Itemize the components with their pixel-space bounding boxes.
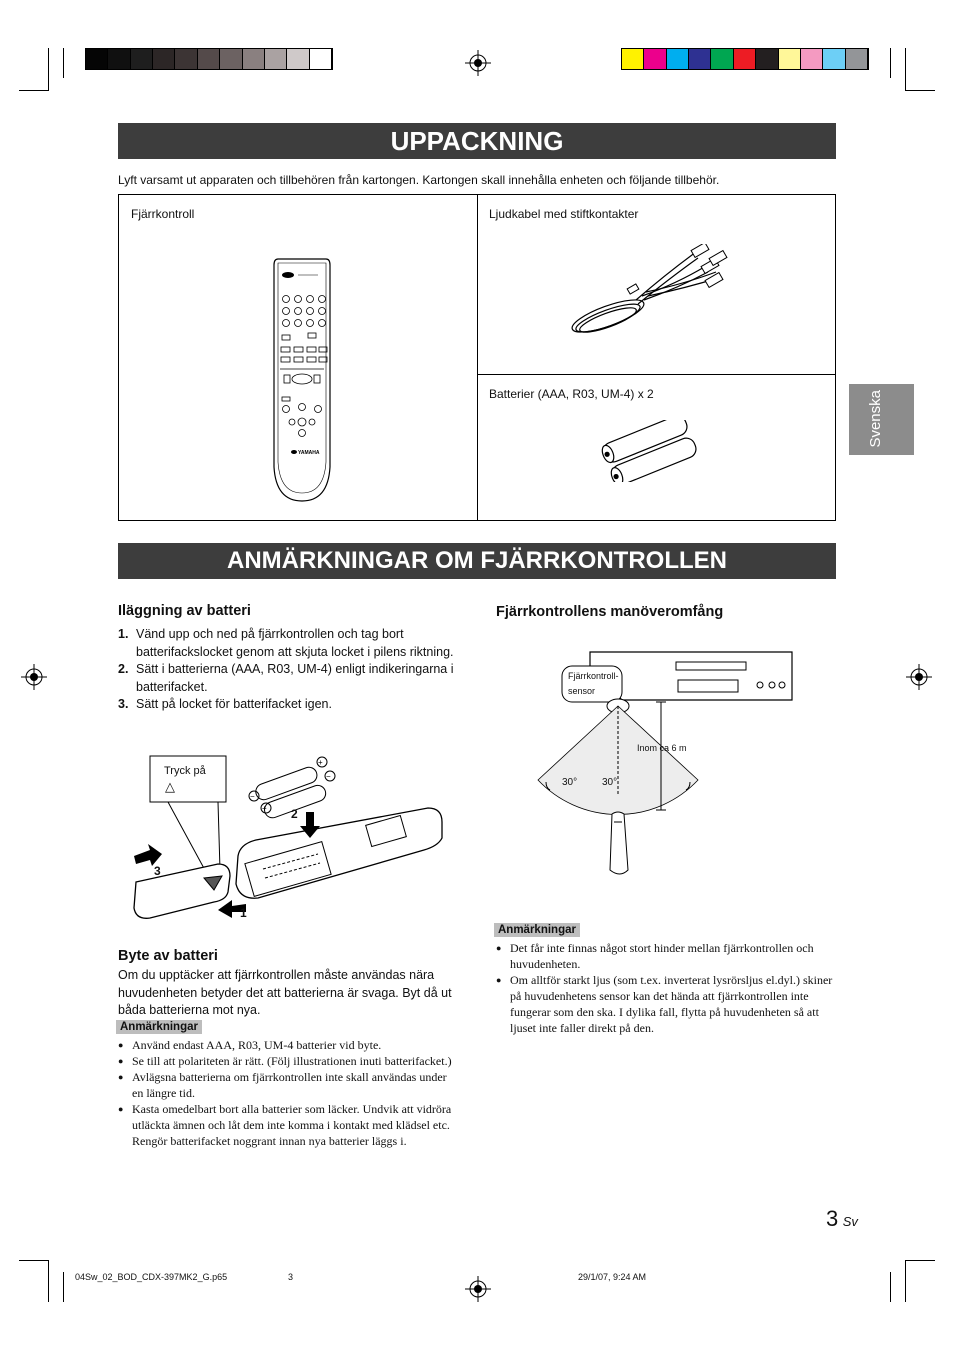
step-mark-2: 2 [291, 807, 298, 821]
crop-mark [890, 1272, 891, 1302]
note-item: ● Avlägsna batterierna om fjärrkontrollen inte skall användas under en längre tid. [118, 1069, 458, 1101]
footer-file: 04Sw_02_BOD_CDX-397MK2_G.p65 [75, 1272, 228, 1282]
section-title-uppackning: UPPACKNING [118, 123, 836, 159]
color-swatch [779, 49, 801, 69]
crop-mark [890, 48, 891, 78]
color-swatch [846, 49, 868, 69]
callout-triangle-icon: △ [165, 779, 175, 794]
replace-heading: Byte av batteri [118, 948, 218, 964]
color-swatch [801, 49, 823, 69]
install-heading: Iläggning av batteri [118, 603, 251, 619]
color-swatch [756, 49, 778, 69]
color-swatch [667, 49, 689, 69]
intro-text: Lyft varsamt ut apparaten och tillbehören från kartongen. Kartongen skall innehålla enheten och följande tillbehör. [118, 173, 720, 187]
color-swatch [153, 49, 175, 69]
registration-mark-icon [465, 1276, 491, 1302]
color-swatch [644, 49, 666, 69]
crop-mark [905, 1260, 906, 1302]
color-swatch [265, 49, 287, 69]
box-divider-h [477, 374, 835, 375]
crop-mark [19, 90, 49, 91]
step-mark-1: 1 [240, 906, 247, 920]
item-label-cable: Ljudkabel med stiftkontakter [489, 207, 639, 221]
sensor-label-line2: sensor [568, 686, 596, 696]
crop-mark [905, 48, 906, 90]
angle-left-label: 30° [562, 777, 578, 788]
step-mark-3: 3 [154, 864, 161, 878]
registration-mark-icon [465, 50, 491, 76]
svg-text:−: − [326, 772, 331, 781]
distance-label: Inom ca 6 m [637, 743, 687, 753]
language-tab [849, 384, 914, 455]
replace-notes [118, 1037, 458, 1149]
angle-right-label: 30° [602, 777, 618, 788]
color-swatch-bar [621, 48, 869, 70]
note-item: ● Använd endast AAA, R03, UM-4 batterier vid byte. [118, 1037, 458, 1053]
color-swatch [220, 49, 242, 69]
footer-page: 3 [288, 1272, 294, 1282]
item-label-remote: Fjärrkontroll [131, 207, 195, 221]
color-swatch [198, 49, 220, 69]
crop-mark [48, 1260, 49, 1302]
color-swatch [175, 49, 197, 69]
gray-swatch-bar [85, 48, 333, 70]
note-item: ● Se till att polariteten är rätt. (Följ illustrationen inuti batterifacket.) [118, 1053, 458, 1069]
note-item: ● Det får inte finnas något stort hinder mellan fjärrkontrollen och huvudenheten. [496, 940, 836, 972]
range-diagram [526, 646, 798, 882]
section-title-remote-notes: ANMÄRKNINGAR OM FJÄRRKONTROLLEN [118, 543, 836, 579]
color-swatch [108, 49, 130, 69]
color-swatch [287, 49, 309, 69]
language-tab-label: Svenska [867, 390, 884, 448]
crop-mark [905, 90, 935, 91]
crop-mark [905, 1260, 935, 1261]
notes-label: Anmärkningar [116, 1020, 202, 1034]
note-item: ● Om alltför starkt ljus (som t.ex. inverterat lysrörsljus el.dyl.) skiner på huvudenhetens sensor kan det hända att fjärrkontrollen inte fungerar som den ska. I dylika fall, flytta på huvudenheten så att ljuset inte faller direkt på den. [496, 972, 836, 1036]
color-swatch [734, 49, 756, 69]
replace-text: Om du upptäcker att fjärrkontrollen måste användas nära huvudenheten betyder det att batterierna är svaga. Byt då ut båda batterierna mot nya. [118, 968, 452, 1017]
crop-mark [63, 1272, 64, 1302]
color-swatch [823, 49, 845, 69]
remote-control-icon [272, 257, 332, 503]
audio-cable-icon [566, 244, 736, 338]
crop-mark [19, 1260, 49, 1261]
color-swatch [711, 49, 733, 69]
registration-mark-icon [21, 664, 47, 690]
svg-text:−: − [250, 792, 255, 801]
install-steps [118, 626, 460, 714]
page-number: 3 Sv [826, 1206, 858, 1231]
callout-text: Tryck på [164, 765, 206, 777]
color-swatch [243, 49, 265, 69]
notes-label: Anmärkningar [494, 923, 580, 937]
page-suffix: Sv [842, 1214, 858, 1229]
color-swatch [689, 49, 711, 69]
item-label-batteries: Batterier (AAA, R03, UM-4) x 2 [489, 387, 654, 401]
range-heading: Fjärrkontrollens manöveromfång [496, 604, 724, 620]
color-swatch [310, 49, 332, 69]
svg-text:+: + [262, 804, 267, 813]
crop-mark [48, 48, 49, 90]
crop-mark [63, 48, 64, 78]
registration-mark-icon [906, 664, 932, 690]
install-step: 2. Sätt i batterierna (AAA, R03, UM-4) enligt indikeringarna i batterifacket. [118, 662, 454, 694]
remote-brand-label: YAMAHA [298, 450, 320, 456]
sensor-label-line1: Fjärrkontroll- [568, 671, 619, 681]
range-notes [496, 940, 836, 1036]
batteries-icon [596, 420, 704, 482]
color-swatch [86, 49, 108, 69]
install-step: 3. Sätt på locket för batterifacket igen. [118, 697, 332, 711]
color-swatch [131, 49, 153, 69]
install-step: 1. Vänd upp och ned på fjärrkontrollen och tag bort batterifackslocket genom att skjuta locket i pilens riktning. [118, 627, 454, 659]
svg-text:+: + [318, 758, 323, 767]
box-divider-v [477, 195, 478, 520]
battery-install-illustration [128, 752, 446, 932]
note-item: ● Kasta omedelbart bort alla batterier som läcker. Undvik att vidröra utläckta ämnen och låt dem inte komma i kontakt med klädsel etc. Rengör batterifacket noggrant innan nya batterier läggs i. [118, 1101, 458, 1149]
color-swatch [622, 49, 644, 69]
footer-date: 29/1/07, 9:24 AM [578, 1272, 647, 1282]
